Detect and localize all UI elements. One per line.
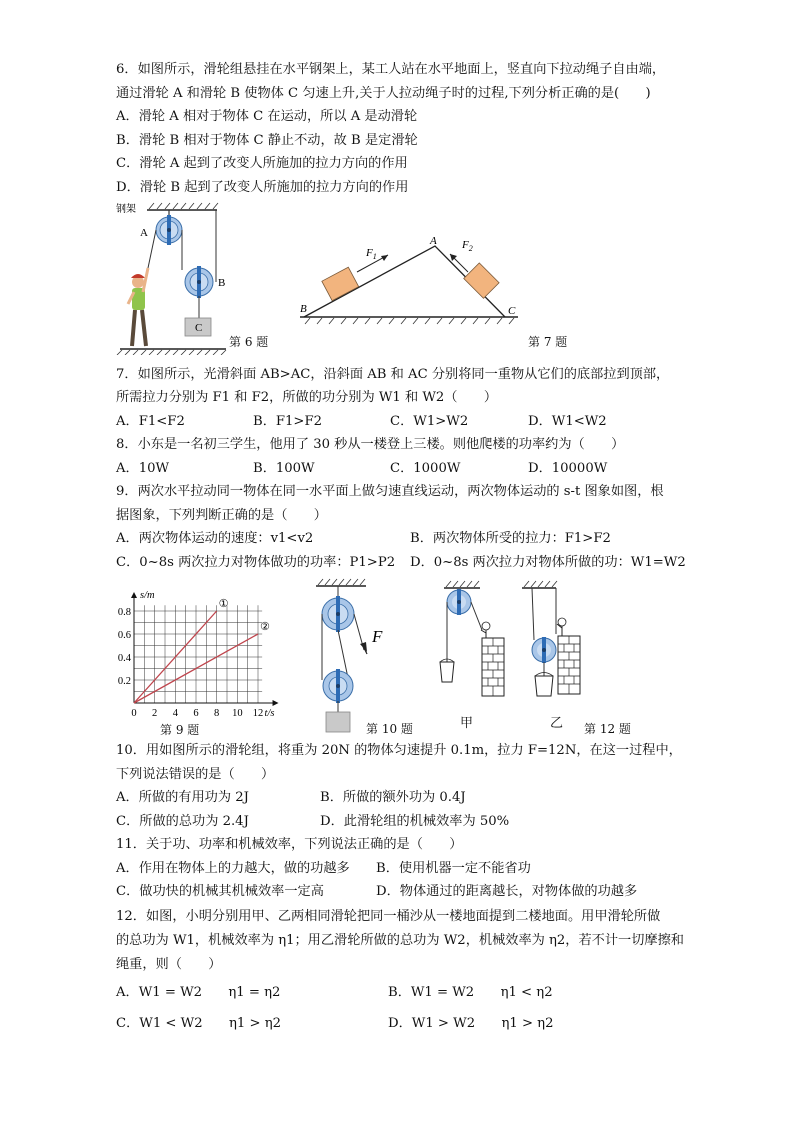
fig7-label-a: A <box>430 235 437 247</box>
y-tick-label: 0.4 <box>117 653 131 664</box>
q9-option-b: B．两次物体所受的拉力：F1>F2 <box>410 531 611 546</box>
fig12-label-yi: 乙 <box>550 716 564 731</box>
q7-option-a: A．F1<F2 <box>116 414 185 429</box>
q12-stem-line3: 绳重，则（ ） <box>116 957 222 972</box>
q10-option-c: C．所做的总功为 2.4J <box>116 814 249 829</box>
x-tick-label: 4 <box>172 708 178 719</box>
y-tick-label: 0.6 <box>117 630 131 641</box>
q8-option-b: B．100W <box>253 461 315 476</box>
fig10-ceiling-hatch <box>318 579 365 585</box>
q7-option-b: B．F1>F2 <box>253 414 323 429</box>
ceiling-hatch <box>149 203 218 209</box>
q6-option-a: A．滑轮 A 相对于物体 C 在运动，所以 A 是动滑轮 <box>116 109 418 124</box>
q12-option-d: D．W1 > W2 η1 > η2 <box>388 1016 554 1031</box>
q9-stem-line2: 据图象，下列判断正确的是（ ） <box>116 508 327 523</box>
fig10-moving-pulley <box>323 669 353 703</box>
q7-option-c: C．W1>W2 <box>390 414 469 429</box>
y-axis-arrow <box>131 592 137 598</box>
q11-option-a: A．作用在物体上的力越大，做的功越多 <box>116 861 350 876</box>
fig10-caption: 第 10 题 <box>366 722 413 736</box>
fig7-label-c: C <box>508 305 516 317</box>
q6-stem-line2: 通过滑轮 A 和滑轮 B 使物体 C 匀速上升,关于人拉动绳子时的过程,下列分析正确的是( ) <box>116 86 651 101</box>
x-axis-arrow <box>273 700 279 706</box>
q12-option-c: C．W1 < W2 η1 > η2 <box>116 1016 281 1031</box>
q7-option-d: D．W1<W2 <box>528 414 607 429</box>
figure-9-st-chart <box>108 590 288 730</box>
figure-7-incline <box>290 232 570 327</box>
x-tick-label: 10 <box>232 708 243 719</box>
fig10-fixed-pulley <box>322 596 354 632</box>
fig7-f2-label: $F_2$ <box>462 239 473 253</box>
q7-stem-line1: 7．如图所示，光滑斜面 AB>AC，沿斜面 AB 和 AC 分别将同一重物从它们的底部拉到顶部， <box>116 367 670 382</box>
series-label-2: ② <box>260 620 270 633</box>
q11-option-c: C．做功快的机械其机械效率一定高 <box>116 884 324 899</box>
q6-option-b: B．滑轮 B 相对于物体 C 静止不动，故 B 是定滑轮 <box>116 133 418 148</box>
q10-option-b: B．所做的额外功为 0.4J <box>320 790 466 805</box>
fig6-label-b: B <box>218 277 226 289</box>
q9-option-d: D．0~8s 两次拉力对物体所做的功：W1=W2 <box>410 555 686 570</box>
x-tick-label: 2 <box>152 708 158 719</box>
fig12-jia-pulley <box>447 589 471 615</box>
worker-figure <box>128 268 148 346</box>
q12-stem-line1: 12．如图，小明分别用甲、乙两相同滑轮把同一桶沙从一楼地面提到二楼地面。用甲滑轮所做 <box>116 909 661 924</box>
incline-ground-hatch <box>305 318 514 324</box>
chart-axes <box>131 592 279 706</box>
q11-option-b: B．使用机器一定不能省功 <box>376 861 531 876</box>
fig12-jia-brick-wall <box>482 638 504 696</box>
q8-option-c: C．1000W <box>390 461 461 476</box>
fig12-yi-pulley <box>532 637 556 663</box>
fig12-jia-person <box>481 622 490 640</box>
fig6-label-a: A <box>140 227 148 239</box>
fig10-force-label: F <box>372 627 383 646</box>
q12-option-b: B．W1 = W2 η1 < η2 <box>388 985 553 1000</box>
fig12-caption: 第 12 题 <box>584 722 631 736</box>
fig6-label-c: C <box>195 322 203 334</box>
x-tick-label: 0 <box>131 708 137 719</box>
figure-12-pulleys <box>430 580 630 720</box>
figure-10-pulley-group <box>310 578 390 736</box>
x-axis-title: t/s <box>264 708 275 719</box>
y-tick-label: 0.8 <box>117 607 131 618</box>
fig12-yi-brick-wall <box>558 636 580 694</box>
fig6-caption: 第 6 题 <box>229 335 269 349</box>
fig6-frame-label: 钢架 <box>116 204 136 215</box>
block-on-ab <box>322 267 359 301</box>
pulley-b <box>185 266 213 298</box>
fig12-jia-ceiling-hatch <box>446 581 479 587</box>
q8-option-d: D．10000W <box>528 461 608 476</box>
fig9-caption: 第 9 题 <box>160 723 200 737</box>
fig12-yi-bucket <box>535 676 553 696</box>
q6-option-d: D．滑轮 B 起到了改变人所施加的拉力方向的作用 <box>116 180 409 195</box>
q10-option-a: A．所做的有用功为 2J <box>116 790 249 805</box>
fig7-label-b: B <box>300 303 307 315</box>
q9-stem-line1: 9．两次水平拉动同一物体在同一水平面上做匀速直线运动，两次物体运动的 s-t 图象如图，根 <box>116 484 664 499</box>
x-tick-label: 12 <box>252 708 264 719</box>
q8-stem: 8．小东是一名初三学生，他用了 30 秒从一楼登上三楼。则他爬楼的功率约为（ ） <box>116 437 625 452</box>
x-tick-label: 8 <box>214 708 220 719</box>
x-tick-label: 6 <box>193 708 199 719</box>
q12-option-a: A．W1 = W2 η1 = η2 <box>116 985 281 1000</box>
chart-grid <box>134 605 262 703</box>
q12-stem-line2: 的总功为 W1，机械效率为 η1；用乙滑轮所做的总功为 W2，机械效率为 η2，若不计一切摩擦和 <box>116 933 684 948</box>
fig7-caption: 第 7 题 <box>528 335 568 349</box>
figure-6-pulley <box>112 200 287 355</box>
q6-stem-line1: 6．如图所示，滑轮组悬挂在水平钢架上，某工人站在水平地面上，竖直向下拉动绳子自由端， <box>116 62 666 77</box>
q10-option-d: D．此滑轮组的机械效率为 50% <box>320 814 510 829</box>
fig7-f1-label: $F_1$ <box>366 247 377 261</box>
q11-option-d: D．物体通过的距离越长，对物体做的功越多 <box>376 884 638 899</box>
q11-stem: 11．关于功、功率和机械效率，下列说法正确的是（ ） <box>116 837 463 852</box>
q6-option-c: C．滑轮 A 起到了改变人所施加的拉力方向的作用 <box>116 156 408 171</box>
pulley-a <box>156 215 182 245</box>
fig12-jia-bucket <box>440 662 454 682</box>
ground-hatch <box>117 350 226 355</box>
q9-option-c: C．0~8s 两次拉力对物体做功的功率：P1>P2 <box>116 555 396 570</box>
series-label-1: ① <box>218 597 229 610</box>
fig12-label-jia: 甲 <box>460 716 474 731</box>
y-axis-title: s/m <box>140 590 155 602</box>
q10-stem-line1: 10．用如图所示的滑轮组，将重为 20N 的物体匀速提升 0.1m，拉力 F=12N，在这一过程中， <box>116 743 682 758</box>
q7-stem-line2: 所需拉力分别为 F1 和 F2，所做的功分别为 W1 和 W2（ ） <box>116 390 498 405</box>
block-on-ac <box>464 263 499 298</box>
q10-stem-line2: 下列说法错误的是（ ） <box>116 767 275 782</box>
fig12-yi-ceiling-hatch <box>524 581 557 587</box>
q8-option-a: A．10W <box>116 461 170 476</box>
fig12-yi-person <box>557 618 566 636</box>
fig10-load <box>326 712 350 732</box>
y-tick-label: 0.2 <box>117 676 131 687</box>
q9-option-a: A．两次物体运动的速度：v1<v2 <box>116 531 314 546</box>
